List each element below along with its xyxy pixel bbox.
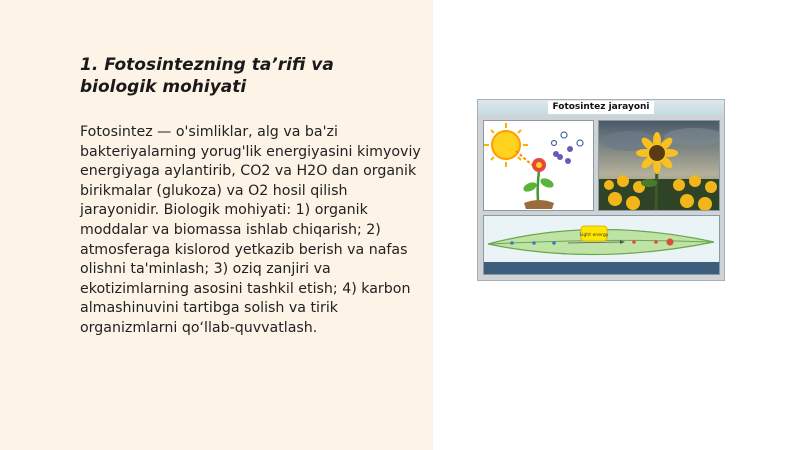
photosynthesis-diagram-icon [484, 121, 593, 210]
leaf-label: Light energy [579, 233, 609, 238]
leaf-process-panel [483, 215, 720, 275]
slide-body-text: Fotosintez — o'simliklar, alg va ba'zi bakteriyalarning yorug'lik energiyasini kimyoviy energiyaga aylantirib, CO2 va H2O dan organik birikmalar (glukoza) va O2 hosil qilish jarayonidir. Biologik mohiyati: 1) organik moddalar va biomassa ishlab chiqarish; 2) atmosferaga kislorod yetkazib berish va nafas olishni ta'minlash; 3) oziq zanjiri va ekotizimlarning asosini tashkil etish; 4) karbon almashinuvini tartibga solish va tirik organizmlarni qo‘llab-quvvatlash. [80, 124, 421, 336]
figure-title: Fotosintez jarayoni [548, 101, 654, 114]
slide-title: 1. Fotosintezning ta’rifi va biologik mohiyati [80, 55, 334, 97]
sunflower-field-photo [598, 120, 720, 211]
light-energy-badge [580, 226, 609, 241]
photosynthesis-diagram-panel [483, 120, 594, 211]
figure-title-bar [478, 100, 724, 116]
sprout-icon [522, 158, 555, 209]
leaf-icon [484, 216, 719, 274]
photosynthesis-figure [477, 99, 725, 281]
sun-icon [484, 123, 528, 167]
sunflower-icon [599, 121, 719, 210]
